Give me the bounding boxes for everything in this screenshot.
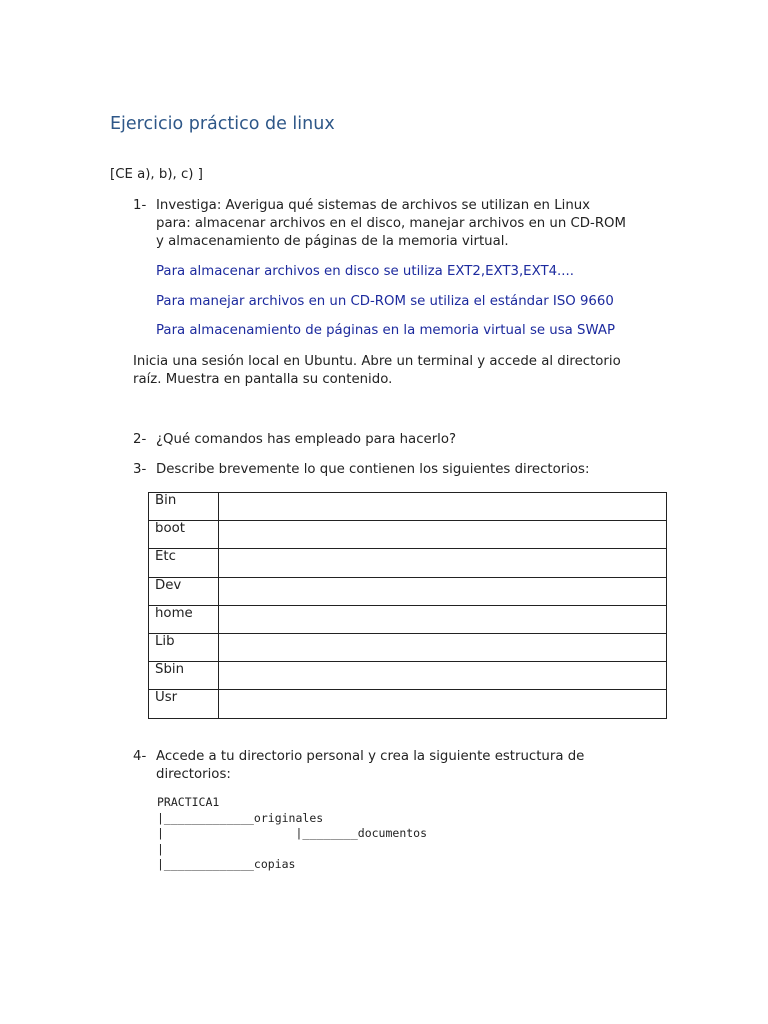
question-2-text: ¿Qué comandos has empleado para hacerlo?: [156, 432, 457, 447]
table-row: [149, 690, 667, 718]
tree-line: |: [157, 841, 164, 856]
question-3-number: 3-: [133, 462, 147, 477]
description-cell[interactable]: [219, 549, 667, 577]
table-row: [149, 662, 667, 690]
directory-name: boot: [149, 521, 219, 549]
tree-line: PRACTICA1: [157, 795, 220, 809]
tree-line: | |________documentos: [157, 826, 428, 841]
page-title: Ejercicio práctico de linux: [110, 114, 335, 134]
answer-line: Para almacenamiento de páginas en la memoria virtual se usa SWAP: [156, 323, 615, 338]
directory-name: Usr: [149, 690, 219, 718]
intro-line: Inicia una sesión local en Ubuntu. Abre un terminal y accede al directorio: [133, 354, 621, 369]
question-4-line: directorios:: [156, 767, 231, 782]
question-1-line: para: almacenar archivos en el disco, manejar archivos en un CD-ROM: [156, 216, 627, 231]
question-2-number: 2-: [133, 432, 147, 447]
description-cell[interactable]: [219, 577, 667, 605]
description-cell[interactable]: [219, 605, 667, 633]
table-row: [149, 605, 667, 633]
tree-line: |_____________originales: [157, 810, 324, 825]
tree-line: |_____________copias: [157, 857, 296, 872]
directory-name: Bin: [149, 493, 219, 521]
question-1-line: y almacenamiento de páginas de la memoria virtual.: [156, 234, 509, 249]
description-cell[interactable]: [219, 493, 667, 521]
answer-line: Para almacenar archivos en disco se utiliza EXT2,EXT3,EXT4....: [156, 264, 574, 279]
answer-line: Para manejar archivos en un CD-ROM se utiliza el estándar ISO 9660: [156, 294, 614, 309]
table-row: [149, 493, 667, 521]
ce-criteria: [CE a), b), c) ]: [110, 167, 203, 182]
description-cell[interactable]: [219, 633, 667, 661]
question-4-number: 4-: [133, 749, 147, 764]
description-cell[interactable]: [219, 690, 667, 718]
directory-name: Lib: [149, 633, 219, 661]
question-3-text: Describe brevemente lo que contienen los siguientes directorios:: [156, 462, 590, 477]
question-1-number: 1-: [133, 198, 147, 213]
question-4-line: Accede a tu directorio personal y crea la siguiente estructura de: [156, 749, 585, 764]
table-row: [149, 633, 667, 661]
directory-name: Sbin: [149, 662, 219, 690]
directories-table: [148, 492, 667, 719]
description-cell[interactable]: [219, 521, 667, 549]
table-row: [149, 577, 667, 605]
intro-line: raíz. Muestra en pantalla su contenido.: [133, 372, 393, 387]
directory-name: home: [149, 605, 219, 633]
table-row: [149, 521, 667, 549]
description-cell[interactable]: [219, 662, 667, 690]
question-1-line: Investiga: Averigua qué sistemas de archivos se utilizan en Linux: [156, 198, 591, 213]
directory-name: Etc: [149, 549, 219, 577]
directory-name: Dev: [149, 577, 219, 605]
table-row: [149, 549, 667, 577]
